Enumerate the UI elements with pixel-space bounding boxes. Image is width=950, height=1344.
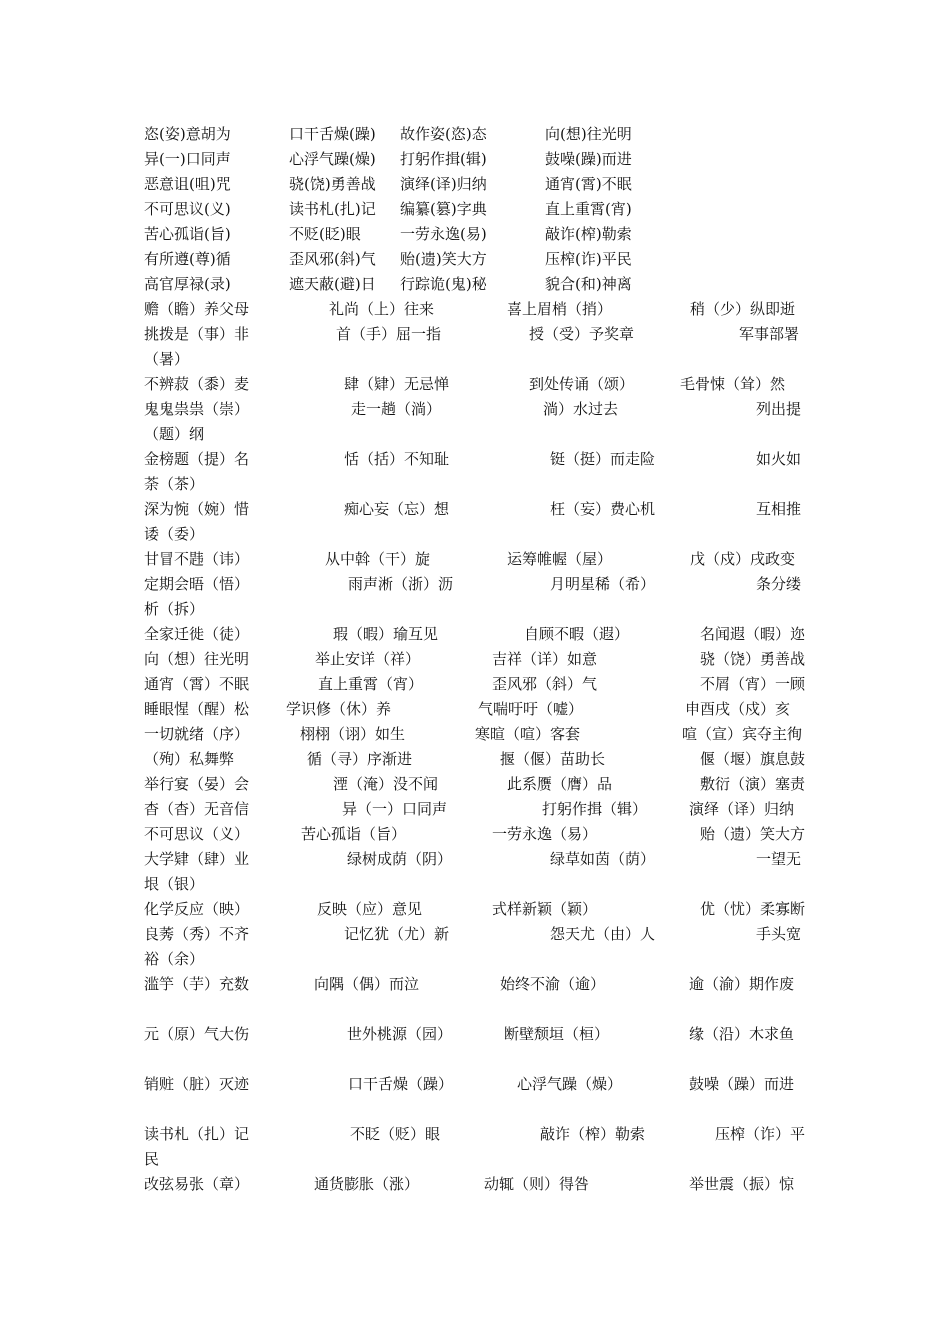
idiom-entry: 动辄（则）得咎 bbox=[484, 1175, 590, 1193]
wrapped-continuation bbox=[144, 597, 809, 622]
idiom-entry: 始终不渝（逾） bbox=[500, 975, 606, 993]
idiom-entry: 销赃（脏）灭迹 bbox=[144, 1075, 250, 1093]
idiom-entry: 有所遵(尊)循 bbox=[144, 250, 231, 268]
idiom-entry: 高官厚禄(录) bbox=[144, 275, 231, 293]
idiom-entry: 缘（沿）木求鱼 bbox=[689, 1025, 795, 1043]
idiom-entry: 式样新颖（颖） bbox=[492, 900, 598, 918]
idiom-entry-continuation: （题）纲 bbox=[144, 425, 205, 443]
idiom-entry: 记忆犹（尤）新 bbox=[344, 925, 450, 943]
idiom-entry: 敷衍（演）塞责 bbox=[700, 775, 806, 793]
idiom-entry-continuation: 荼（茶） bbox=[144, 475, 205, 493]
idiom-row bbox=[144, 672, 809, 697]
idiom-entry: 演绎（译）归纳 bbox=[689, 800, 795, 818]
idiom-entry: 戊（戍）戌政变 bbox=[690, 550, 796, 568]
idiom-entry: 打躬作揖(辑) bbox=[400, 150, 487, 168]
idiom-entry: 苦心孤诣（旨） bbox=[301, 825, 407, 843]
idiom-entry: 授（受）予奖章 bbox=[529, 325, 635, 343]
idiom-entry: 通货膨胀（涨） bbox=[314, 1175, 420, 1193]
idiom-entry: 走一趟（淌） bbox=[351, 400, 442, 418]
idiom-row bbox=[144, 297, 809, 322]
idiom-entry: 直上重霄(宵) bbox=[545, 200, 632, 218]
idiom-entry: 滥竽（芋）充数 bbox=[144, 975, 250, 993]
idiom-entry: 全家迁徙（徒） bbox=[144, 625, 250, 643]
idiom-row bbox=[144, 397, 809, 422]
idiom-entry: 喜上眉梢（捎） bbox=[507, 300, 613, 318]
idiom-entry: 贻(遗)笑大方 bbox=[400, 250, 487, 268]
idiom-entry: 一切就绪（序） bbox=[144, 725, 250, 743]
idiom-entry: 痴心妄（忘）想 bbox=[344, 500, 450, 518]
idiom-entry: 此系赝（膺）品 bbox=[507, 775, 613, 793]
idiom-entry: 遮天蔽(避)日 bbox=[289, 275, 376, 293]
idiom-row bbox=[144, 447, 809, 472]
idiom-entry: 恬（括）不知耻 bbox=[344, 450, 450, 468]
idiom-entry: 贻（遗）笑大方 bbox=[700, 825, 806, 843]
idiom-row bbox=[144, 372, 809, 397]
idiom-entry: 偃（堰）旗息鼓 bbox=[700, 750, 806, 768]
idiom-entry-continuation: 民 bbox=[144, 1150, 160, 1168]
idiom-entry: 不辨菽（黍）麦 bbox=[144, 375, 250, 393]
idiom-entry: 互相推 bbox=[756, 500, 802, 518]
idiom-entry: 枉（妄）费心机 bbox=[550, 500, 656, 518]
idiom-entry: 世外桃源（园） bbox=[347, 1025, 453, 1043]
idiom-entry: 名闻遐（暇）迩 bbox=[700, 625, 806, 643]
idiom-entry-continuation: 析（拆） bbox=[144, 600, 205, 618]
idiom-entry: 改弦易张（章） bbox=[144, 1175, 250, 1193]
idiom-entry: 心浮气躁（燥） bbox=[517, 1075, 623, 1093]
idiom-entry: 读书札(扎)记 bbox=[289, 200, 376, 218]
idiom-entry: 自顾不暇（遐） bbox=[524, 625, 630, 643]
idiom-entry: 从中斡（干）旋 bbox=[325, 550, 431, 568]
idiom-row bbox=[144, 722, 809, 747]
idiom-entry: 列出提 bbox=[756, 400, 802, 418]
idiom-entry: 行踪诡(鬼)秘 bbox=[400, 275, 487, 293]
idiom-entry: 骁(饶)勇善战 bbox=[289, 175, 376, 193]
idiom-row bbox=[144, 1122, 809, 1147]
idiom-entry-continuation: 裕（余） bbox=[144, 950, 205, 968]
idiom-entry-continuation: 诿（委） bbox=[144, 525, 205, 543]
idiom-entry: 揠（偃）苗助长 bbox=[500, 750, 606, 768]
idiom-entry: 鬼鬼祟祟（崇） bbox=[144, 400, 250, 418]
idiom-entry: 鼓噪（躁）而进 bbox=[689, 1075, 795, 1093]
idiom-entry: 如火如 bbox=[756, 450, 802, 468]
idiom-entry: 编纂(篡)字典 bbox=[400, 200, 487, 218]
idiom-entry: 申酉戌（戍）亥 bbox=[685, 700, 791, 718]
idiom-entry: 淌）水过去 bbox=[543, 400, 619, 418]
idiom-row bbox=[144, 272, 809, 297]
idiom-entry: 军事部署 bbox=[739, 325, 800, 343]
idiom-row bbox=[144, 972, 809, 997]
idiom-entry: 挑拨是（事）非 bbox=[144, 325, 250, 343]
idiom-entry: 条分缕 bbox=[756, 575, 802, 593]
idiom-entry: 口干舌燥(躁) bbox=[289, 125, 376, 143]
idiom-entry: 大学肄（肆）业 bbox=[144, 850, 250, 868]
idiom-entry: 异(一)口同声 bbox=[144, 150, 231, 168]
idiom-entry: 举止安详（祥） bbox=[315, 650, 421, 668]
idiom-entry: 肆（肄）无忌惮 bbox=[344, 375, 450, 393]
idiom-row bbox=[144, 922, 809, 947]
idiom-entry: 恣(姿)意胡为 bbox=[144, 125, 231, 143]
wrapped-continuation bbox=[144, 347, 809, 372]
idiom-entry: 举世震（振）惊 bbox=[689, 1175, 795, 1193]
idiom-entry: 歪风邪(斜)气 bbox=[289, 250, 376, 268]
idiom-entry: 鼓噪(躁)而进 bbox=[545, 150, 632, 168]
idiom-row bbox=[144, 322, 809, 347]
idiom-entry: 怨天尤（由）人 bbox=[550, 925, 656, 943]
idiom-entry: 骁（饶）勇善战 bbox=[700, 650, 806, 668]
idiom-row bbox=[144, 147, 809, 172]
wrapped-continuation bbox=[144, 872, 809, 897]
idiom-entry: 不眨（贬）眼 bbox=[350, 1125, 441, 1143]
idiom-row bbox=[144, 1072, 809, 1097]
wrapped-continuation bbox=[144, 947, 809, 972]
idiom-entry: 栩栩（诩）如生 bbox=[300, 725, 406, 743]
idiom-row bbox=[144, 747, 809, 772]
idiom-entry: 湮（淹）没不闻 bbox=[333, 775, 439, 793]
idiom-entry: 优（忧）柔寡断 bbox=[700, 900, 806, 918]
idiom-row bbox=[144, 1022, 809, 1047]
idiom-entry: 甘冒不韪（讳） bbox=[144, 550, 250, 568]
idiom-entry: 到处传诵（颂） bbox=[529, 375, 635, 393]
idiom-entry: 不可思议(义) bbox=[144, 200, 231, 218]
idiom-entry: 喧（宣）宾夺主徇 bbox=[682, 725, 803, 743]
idiom-entry: 向(想)往光明 bbox=[545, 125, 632, 143]
idiom-entry: 寒暄（喧）客套 bbox=[475, 725, 581, 743]
idiom-entry: 金榜题（提）名 bbox=[144, 450, 250, 468]
idiom-entry: 化学反应（映） bbox=[144, 900, 250, 918]
idiom-entry: 一望无 bbox=[756, 850, 802, 868]
idiom-entry: 稍（少）纵即逝 bbox=[690, 300, 796, 318]
idiom-entry: 首（手）屈一指 bbox=[336, 325, 442, 343]
wrapped-continuation bbox=[144, 522, 809, 547]
idiom-entry: 瑕（暇）瑜互见 bbox=[333, 625, 439, 643]
idiom-row bbox=[144, 847, 809, 872]
idiom-row bbox=[144, 247, 809, 272]
idiom-row bbox=[144, 647, 809, 672]
idiom-entry: 异（一）口同声 bbox=[342, 800, 448, 818]
idiom-entry: 吉祥（详）如意 bbox=[492, 650, 598, 668]
idiom-row bbox=[144, 822, 809, 847]
idiom-entry: 敲诈(榨)勒索 bbox=[545, 225, 632, 243]
idiom-entry: 压榨(诈)平民 bbox=[545, 250, 632, 268]
idiom-row bbox=[144, 622, 809, 647]
idiom-row bbox=[144, 497, 809, 522]
wrapped-continuation bbox=[144, 1147, 809, 1172]
idiom-entry: 断壁颓垣（桓） bbox=[504, 1025, 610, 1043]
idiom-entry: 杳（杳）无音信 bbox=[144, 800, 250, 818]
idiom-entry: 定期会晤（悟） bbox=[144, 575, 250, 593]
idiom-row bbox=[144, 172, 809, 197]
idiom-entry: 心浮气躁(燥) bbox=[289, 150, 376, 168]
idiom-entry-continuation: （暑） bbox=[144, 350, 190, 368]
idiom-entry: 铤（挺）而走险 bbox=[550, 450, 656, 468]
idiom-entry: 苦心孤诣(旨) bbox=[144, 225, 231, 243]
idiom-row bbox=[144, 797, 809, 822]
idiom-row bbox=[144, 572, 809, 597]
idiom-entry: 直上重霄（宵） bbox=[318, 675, 424, 693]
idiom-entry: 一劳永逸(易) bbox=[400, 225, 487, 243]
idiom-correction-list bbox=[144, 122, 809, 1197]
idiom-entry: 良莠（秀）不齐 bbox=[144, 925, 250, 943]
idiom-entry: 举行宴（晏）会 bbox=[144, 775, 250, 793]
idiom-entry: 元（原）气大伤 bbox=[144, 1025, 250, 1043]
idiom-entry: 演绎(译)归纳 bbox=[400, 175, 487, 193]
idiom-entry: 一劳永逸（易） bbox=[492, 825, 598, 843]
idiom-entry: 礼尚（上）往来 bbox=[329, 300, 435, 318]
idiom-row bbox=[144, 897, 809, 922]
idiom-entry: 敲诈（榨）勒索 bbox=[540, 1125, 646, 1143]
idiom-entry: 不贬(眨)眼 bbox=[289, 225, 361, 243]
idiom-entry: 绿树成荫（阴） bbox=[347, 850, 453, 868]
idiom-entry: 读书札（扎）记 bbox=[144, 1125, 250, 1143]
idiom-entry: （殉）私舞弊 bbox=[144, 750, 235, 768]
idiom-row bbox=[144, 197, 809, 222]
idiom-entry: 歪风邪（斜）气 bbox=[492, 675, 598, 693]
idiom-entry-continuation: 垠（银） bbox=[144, 875, 205, 893]
idiom-entry: 逾（渝）期作废 bbox=[689, 975, 795, 993]
idiom-row bbox=[144, 547, 809, 572]
idiom-entry: 貌合(和)神离 bbox=[545, 275, 632, 293]
idiom-entry: 睡眼惺（醒）松 bbox=[144, 700, 250, 718]
idiom-entry: 压榨（诈）平 bbox=[715, 1125, 806, 1143]
idiom-entry: 手头宽 bbox=[756, 925, 802, 943]
idiom-entry: 雨声淅（浙）沥 bbox=[348, 575, 454, 593]
idiom-entry: 不屑（宵）一顾 bbox=[700, 675, 806, 693]
idiom-row bbox=[144, 122, 809, 147]
idiom-entry: 反映（应）意见 bbox=[317, 900, 423, 918]
idiom-entry: 月明星稀（希） bbox=[550, 575, 656, 593]
idiom-entry: 口干舌燥（躁） bbox=[348, 1075, 454, 1093]
idiom-entry: 绿草如茵（荫） bbox=[550, 850, 656, 868]
idiom-row bbox=[144, 1172, 809, 1197]
wrapped-continuation bbox=[144, 472, 809, 497]
idiom-row bbox=[144, 772, 809, 797]
idiom-entry: 毛骨悚（耸）然 bbox=[680, 375, 786, 393]
wrapped-continuation bbox=[144, 422, 809, 447]
idiom-row bbox=[144, 697, 809, 722]
idiom-entry: 恶意诅(咀)咒 bbox=[144, 175, 231, 193]
idiom-entry: 不可思议（义） bbox=[144, 825, 250, 843]
idiom-entry: 气喘吁吁（嘘） bbox=[478, 700, 584, 718]
idiom-entry: 深为惋（婉）惜 bbox=[144, 500, 250, 518]
idiom-row bbox=[144, 222, 809, 247]
idiom-entry: 通宵（霄）不眠 bbox=[144, 675, 250, 693]
idiom-entry: 向（想）往光明 bbox=[144, 650, 250, 668]
idiom-entry: 循（寻）序渐进 bbox=[307, 750, 413, 768]
idiom-entry: 打躬作揖（辑） bbox=[542, 800, 648, 818]
idiom-entry: 学识修（休）养 bbox=[286, 700, 392, 718]
idiom-entry: 运筹帷幄（屋） bbox=[507, 550, 613, 568]
idiom-entry: 通宵(霄)不眠 bbox=[545, 175, 632, 193]
idiom-entry: 赡（瞻）养父母 bbox=[144, 300, 250, 318]
idiom-entry: 向隅（偶）而泣 bbox=[314, 975, 420, 993]
idiom-entry: 故作姿(恣)态 bbox=[400, 125, 487, 143]
